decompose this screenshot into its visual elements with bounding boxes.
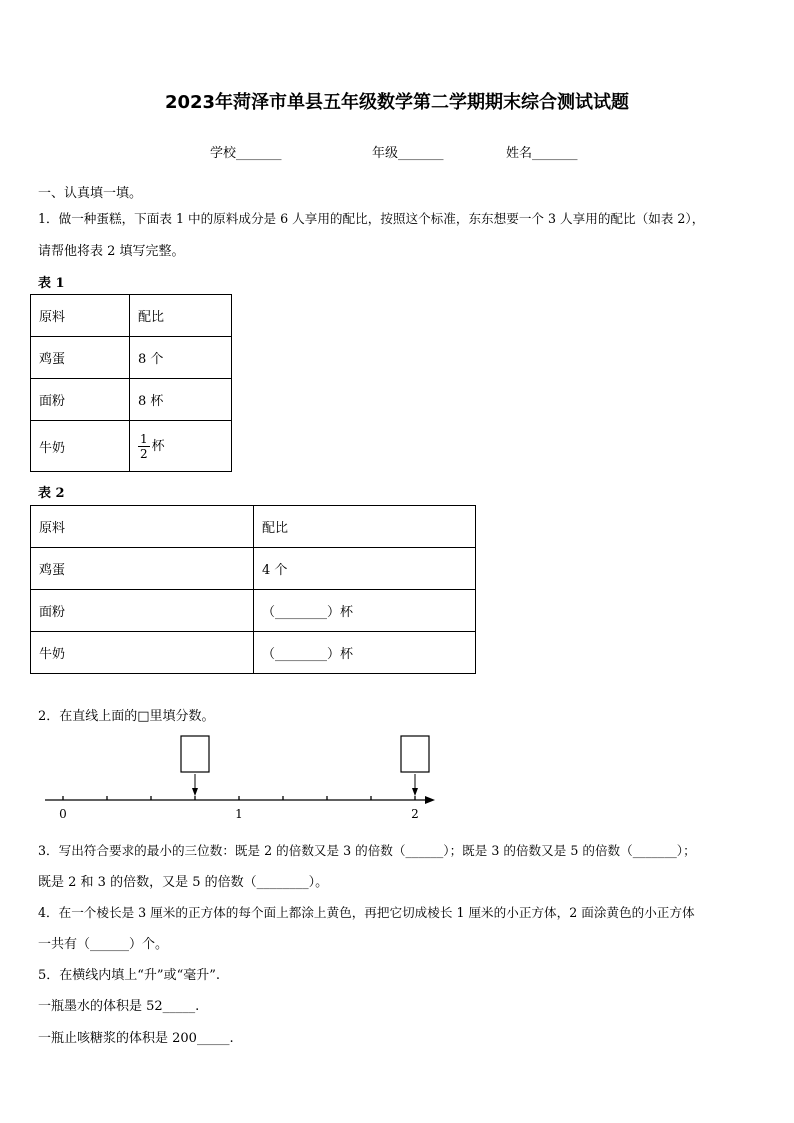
- table-cell: 4 个: [254, 548, 476, 590]
- number-line: [40, 730, 440, 825]
- q5-line1: 5．在横线内填上“升”或“毫升”.: [38, 968, 220, 983]
- table-cell: 牛奶: [31, 632, 254, 674]
- q4-line1: 4．在一个棱长是 3 厘米的正方体的每个面上都涂上黄色，再把它切成棱长 1 厘米的小正方体，2 面涂黄色的小正方体: [38, 905, 695, 920]
- table-header-cell: 原料: [31, 295, 130, 337]
- q1-line1: 1．做一种蛋糕，下面表 1 中的原料成分是 6 人享用的配比，按照这个标准，东东想要一个 3 人享用的配比（如表 2），: [38, 211, 705, 226]
- table-1: [30, 294, 232, 472]
- table-cell: 面粉: [31, 590, 254, 632]
- answer-box[interactable]: [181, 736, 209, 772]
- q2-text: 2．在直线上面的□里填分数。: [38, 709, 215, 724]
- q3-line2: 既是 2 和 3 的倍数，又是 5 的倍数（________）。: [38, 875, 329, 890]
- answer-box[interactable]: [401, 736, 429, 772]
- table-row: [31, 379, 232, 421]
- grade-field: 年级_______: [372, 146, 444, 161]
- answer-blank-cell[interactable]: （________）杯: [254, 632, 476, 674]
- q5-line2: 一瓶墨水的体积是 52_____.: [38, 999, 200, 1014]
- table-row: [31, 421, 232, 472]
- table-row: [31, 295, 232, 337]
- table-row: [31, 337, 232, 379]
- table-cell: 牛奶: [31, 421, 130, 472]
- table-row: [31, 590, 476, 632]
- number-line-label: 0: [59, 807, 67, 821]
- page-title: 2023年菏泽市单县五年级数学第二学期期末综合测试试题: [164, 92, 630, 113]
- table-cell: 8 杯: [130, 379, 232, 421]
- table-row: [31, 506, 476, 548]
- table-header-cell: 原料: [31, 506, 254, 548]
- table-2: [30, 505, 476, 674]
- q3-line1: 3．写出符合要求的最小的三位数：既是 2 的倍数又是 3 的倍数（______）；既是 3 的倍数又是 5 的倍数（_______）；: [38, 843, 696, 858]
- q5-line3: 一瓶止咳糖浆的体积是 200_____.: [38, 1031, 234, 1046]
- fraction: [138, 432, 150, 461]
- name-field: 姓名_______: [506, 146, 578, 161]
- table-cell: 8 个: [130, 337, 232, 379]
- table-cell: 鸡蛋: [31, 337, 130, 379]
- table-row: [31, 632, 476, 674]
- fraction-numerator: 1: [140, 431, 148, 446]
- table-cell: 面粉: [31, 379, 130, 421]
- table-cell: [130, 421, 232, 472]
- table-header-cell: 配比: [130, 295, 232, 337]
- q1-line2: 请帮他将表 2 填写完整。: [38, 244, 185, 259]
- number-line-label: 2: [411, 807, 419, 821]
- pointer-arrowhead: [192, 788, 198, 796]
- school-field: 学校_______: [210, 146, 282, 161]
- number-line-arrowhead: [425, 796, 435, 804]
- table1-caption: 表 1: [38, 276, 65, 291]
- number-line-label: 1: [235, 807, 243, 821]
- q4-line2: 一共有（______）个。: [38, 937, 169, 952]
- table2-caption: 表 2: [38, 486, 65, 501]
- section-heading: 一、认真填一填。: [38, 186, 143, 201]
- fraction-denominator: 2: [140, 446, 148, 461]
- table-cell: 鸡蛋: [31, 548, 254, 590]
- table-header-cell: 配比: [254, 506, 476, 548]
- unit-label: 杯: [151, 438, 165, 454]
- answer-blank-cell[interactable]: （________）杯: [254, 590, 476, 632]
- pointer-arrowhead: [412, 788, 418, 796]
- table-row: [31, 548, 476, 590]
